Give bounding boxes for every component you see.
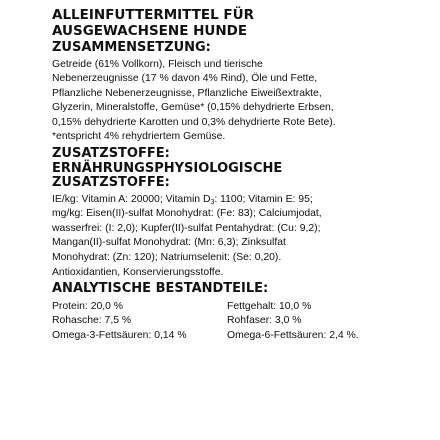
composition-footnote: *entspricht 4% rehydriertem Gemüse. xyxy=(52,131,226,143)
additives-line: mg/kg: Eisen(II)-sulfat Monohydrat: (Fe: 83); Calciumjodat, xyxy=(52,208,322,220)
composition-heading: ZUSAMMENSETZUNG: xyxy=(52,40,211,55)
analytical-value: Rohasche: 7,5 % xyxy=(52,315,132,327)
analytical-value: Protein: 20,0 % xyxy=(52,300,124,312)
composition-line: Pflanzliche Nebenerzeugnisse, Pflanzliche Eiweißextrakte, xyxy=(52,87,322,99)
composition-line: Getreide (61% Vollkorn), Fleisch und tierische xyxy=(52,58,263,70)
product-label xyxy=(52,8,432,343)
analytical-value: Rohfaser: 3,0 % xyxy=(227,315,302,327)
analytical-table xyxy=(52,300,432,344)
additives-text xyxy=(52,193,432,281)
composition-line: Glyzerin, Mineralstoffe, Gemüse* (0,15% dehydrierte Erbsen, xyxy=(52,102,334,114)
additives-vitamin-text: : 1100; Vitamin E: 95; xyxy=(214,193,313,205)
title-line: ALLEINFUTTERMITTEL FÜR xyxy=(52,7,255,23)
analytical-heading: ANALYTISCHE BESTANDTEILE: xyxy=(52,281,269,297)
analytical-value: Omega-3-Fettsäuren: 0,14 % xyxy=(52,329,187,341)
additives-heading xyxy=(52,147,432,191)
analytical-row xyxy=(52,300,432,315)
analytical-row xyxy=(52,314,432,329)
additives-line: wasserfrei: (I: 2,0); Kupfer(II)-sulfat Pentahydrat: (Cu: 9,2); xyxy=(52,222,321,234)
additives-heading-line: ZUSATZSTOFFE: xyxy=(52,175,170,191)
composition-text xyxy=(52,58,432,146)
analytical-value: Fettgehalt: 10,0 % xyxy=(227,300,312,312)
analytical-value: Omega-6-Fettsäuren: 2,4 %. xyxy=(227,329,359,341)
additives-line: Antioxidantien, Konservierungsstoffe. xyxy=(52,266,224,278)
vitamin-d-subscript: 3 xyxy=(210,198,215,206)
additives-vitamin-text: IE/kg: Vitamin A: 20000; Vitamin D xyxy=(52,193,211,205)
additives-line xyxy=(52,193,432,208)
additives-line: Mangan(II)-sulfat Monohydrat: (Mn: 6,3); Zinksulfat xyxy=(52,237,286,249)
title-line: AUSGEWACHSENE HUNDE xyxy=(52,22,248,39)
composition-line: Nebenerzeugnisse (17 % davon 4% Rind), Öle und Fette, xyxy=(52,73,318,85)
additives-heading-line: ERNÄHRUNGSPHYSIOLOGISCHE xyxy=(52,160,283,176)
additives-line: Monohydrat: (Zn: 120); Natriumselenit: (Se: 0,20). xyxy=(52,251,282,263)
additives-heading-line: ZUSATZSTOFFE: xyxy=(52,146,170,162)
product-title xyxy=(52,8,432,39)
analytical-row xyxy=(52,329,432,344)
composition-line: 0,15% dehydrierte Karotten und 0,3% dehydrierte Rote Bete). xyxy=(52,116,336,128)
